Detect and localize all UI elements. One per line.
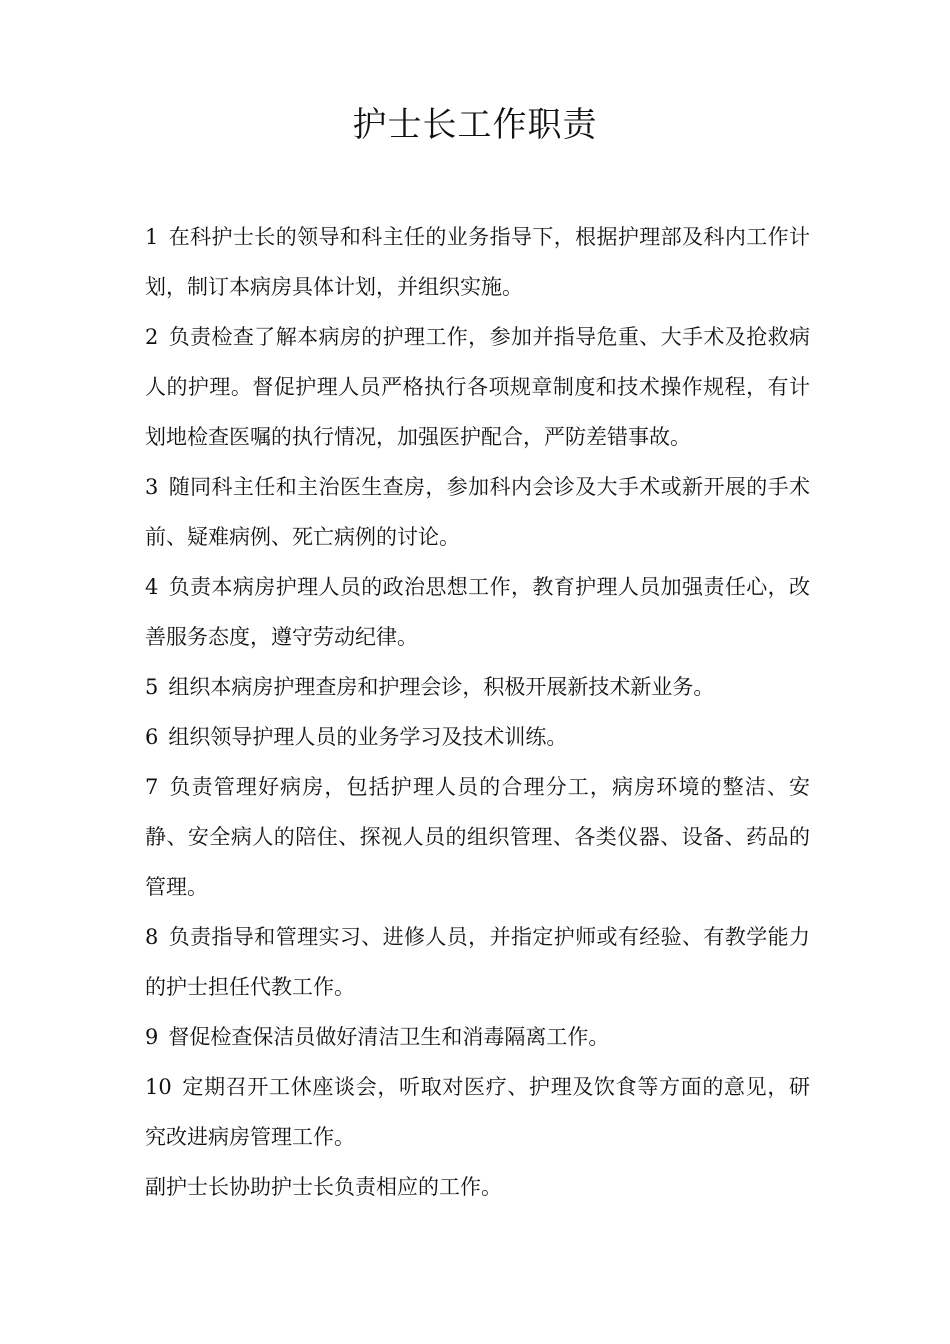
duty-text: 负责指导和管理实习、进修人员，并指定护师或有经验、有教学能力的护士担任代教工作。 [145,925,810,999]
closing-note: 副护士长协助护士长负责相应的工作。 [145,1175,502,1199]
duty-text: 组织本病房护理查房和护理会诊，积极开展新技术新业务。 [168,675,715,699]
duty-number: 10 [145,1075,172,1099]
duty-text: 负责本病房护理人员的政治思想工作，教育护理人员加强责任心，改善服务态度，遵守劳动纪律。 [145,575,810,649]
duty-text: 组织领导护理人员的业务学习及技术训练。 [168,725,568,749]
duty-number: 8 [145,925,159,949]
duty-text: 定期召开工休座谈会，听取对医疗、护理及饮食等方面的意见，研究改进病房管理工作。 [145,1075,810,1149]
document-title: 护士长工作职责 [352,105,598,145]
duty-item [145,562,810,662]
duty-number: 1 [145,225,159,249]
duty-number: 5 [145,675,159,699]
duty-item [145,912,810,1012]
duty-item [145,1012,810,1062]
duty-text: 负责管理好病房，包括护理人员的合理分工，病房环境的整洁、安静、安全病人的陪住、探视人员的组织管理、各类仪器、设备、药品的管理。 [145,775,810,899]
duty-number: 2 [145,325,159,349]
duty-item [145,212,810,312]
duty-item [145,712,810,762]
duty-number: 6 [145,725,159,749]
duty-item [145,312,810,462]
duty-text: 负责检查了解本病房的护理工作，参加并指导危重、大手术及抢救病人的护理。督促护理人员严格执行各项规章制度和技术操作规程，有计划地检查医嘱的执行情况，加强医护配合，严防差错事故。 [145,325,810,449]
duty-text: 随同科主任和主治医生查房，参加科内会诊及大手术或新开展的手术前、疑难病例、死亡病例的讨论。 [145,475,810,549]
document-body [145,212,810,1212]
duty-item [145,662,810,712]
duty-item [145,462,810,562]
duty-item [145,762,810,912]
duty-number: 4 [145,575,159,599]
duty-item [145,1062,810,1162]
duty-number: 7 [145,775,159,799]
duty-number: 3 [145,475,159,499]
duty-text: 在科护士长的领导和科主任的业务指导下，根据护理部及科内工作计划，制订本病房具体计划，并组织实施。 [145,225,810,299]
duty-text: 督促检查保洁员做好清洁卫生和消毒隔离工作。 [168,1025,610,1049]
duty-number: 9 [145,1025,159,1049]
